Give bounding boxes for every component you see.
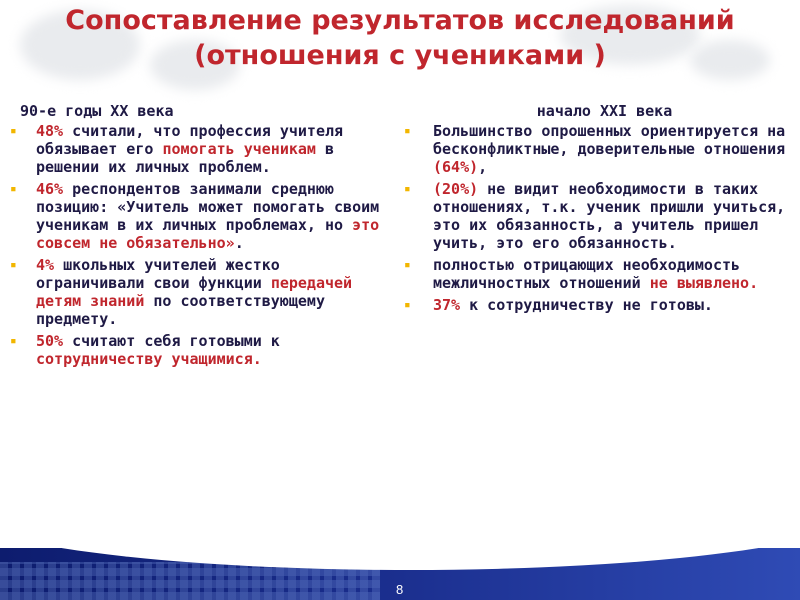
bullet-text: . (234, 234, 244, 252)
title-line-2: (отношения с учениками ) (194, 40, 606, 71)
highlighted-text: 4% (36, 256, 55, 274)
slide-title (0, 3, 800, 73)
bullet-item (8, 332, 380, 368)
bullet-item (8, 122, 380, 176)
title-line-1: Сопоставление результатов исследований (65, 5, 735, 36)
bullet-item (402, 256, 787, 292)
highlighted-text: 37% (433, 296, 461, 314)
bullet-marker-icon: ▪ (404, 298, 411, 311)
highlighted-text: (64%) (433, 158, 479, 176)
bullet-text: к сотрудничеству не готовы. (460, 296, 713, 314)
left-column (8, 102, 380, 372)
bullet-marker-icon: ▪ (10, 334, 17, 347)
highlighted-text: не выявлено. (649, 274, 759, 292)
right-column-heading: начало XXI века (536, 102, 673, 120)
bullet-text: полностью отрицающих необходимость межличностных отношений (433, 256, 741, 292)
right-bullet-list (402, 122, 787, 314)
left-column-heading: 90-е годы XX века (20, 102, 174, 120)
bullet-marker-icon: ▪ (404, 258, 411, 271)
bullet-text: , (478, 158, 488, 176)
bullet-text: по соответствующему предмету. (36, 292, 325, 328)
highlighted-text: 46% (36, 180, 64, 198)
bullet-item (8, 256, 380, 328)
bullet-text: считали, что профессия учителя обязывает его (36, 122, 344, 158)
bullet-item (402, 180, 787, 252)
bullet-text: респондентов занимали среднюю позицию: «Учитель может помогать своим ученикам в их личных проблемах, но (36, 180, 380, 234)
bullet-text: школьных учителей жестко ограничивали свои функции (36, 256, 280, 292)
bullet-marker-icon: ▪ (404, 124, 411, 137)
bullet-item (402, 122, 787, 176)
bullet-marker-icon: ▪ (10, 258, 17, 271)
highlighted-text: (20%) (433, 180, 479, 198)
bullet-marker-icon: ▪ (10, 124, 17, 137)
highlighted-text: это совсем не обязательно» (36, 216, 380, 252)
page-number: 8 (396, 582, 404, 597)
right-column (402, 102, 787, 318)
highlighted-text: сотрудничеству учащимися. (36, 350, 262, 368)
bullet-text: Большинство опрошенных ориентируется на бесконфликтные, доверительные отношения (433, 122, 786, 158)
highlighted-text: передачей детям знаний (36, 274, 353, 310)
bullet-text: не видит необходимости в таких отношениях, т.к. ученик пришли учиться, это их обязанность, а учитель пришел учить, это его обязанность. (433, 180, 786, 252)
bullet-item (402, 296, 787, 314)
left-bullet-list (8, 122, 380, 368)
bullet-item (8, 180, 380, 252)
bullet-marker-icon: ▪ (404, 182, 411, 195)
bullet-text: в решении их личных проблем. (36, 140, 335, 176)
highlighted-text: 50% (36, 332, 64, 350)
highlighted-text: помогать ученикам (162, 140, 316, 158)
bullet-text: считают себя готовыми к (63, 332, 280, 350)
bullet-marker-icon: ▪ (10, 182, 17, 195)
highlighted-text: 48% (36, 122, 64, 140)
